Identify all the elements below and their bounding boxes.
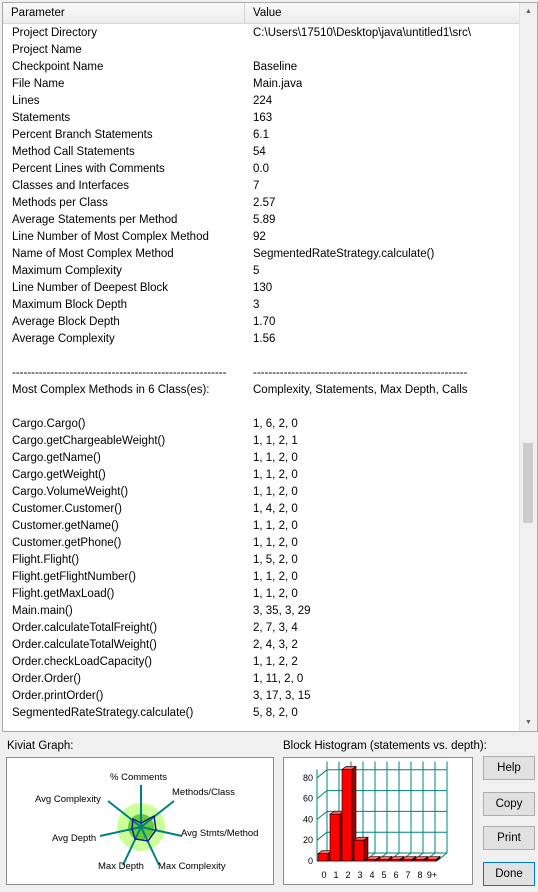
row-parameter: Order.Order() — [12, 673, 82, 685]
row-parameter: Flight.getFlightNumber() — [12, 571, 136, 583]
row-value: 3 — [253, 299, 260, 311]
histogram-bar — [426, 860, 436, 862]
scrollbar-thumb[interactable] — [523, 443, 533, 523]
metric-row[interactable] — [3, 76, 521, 93]
scroll-down-icon[interactable]: ▼ — [525, 719, 532, 726]
row-parameter: Customer.getName() — [12, 520, 119, 532]
kiviat-axis-label: Max Depth — [98, 861, 144, 872]
copy-button[interactable]: Copy — [483, 792, 535, 816]
metric-row[interactable] — [3, 212, 521, 229]
row-parameter: Methods per Class — [12, 197, 108, 209]
histogram-x-label: 8 — [417, 870, 423, 880]
row-parameter: Project Directory — [12, 27, 97, 39]
metric-row[interactable] — [3, 297, 521, 314]
method-row[interactable] — [3, 450, 521, 467]
histogram-x-label: 2 — [345, 870, 351, 880]
method-row[interactable] — [3, 552, 521, 569]
row-value: 7 — [253, 180, 260, 192]
row-value: Main.java — [253, 78, 303, 90]
metric-row[interactable] — [3, 144, 521, 161]
row-value — [245, 42, 253, 59]
histogram-bar — [402, 860, 412, 862]
row-parameter: Cargo.getChargeableWeight() — [12, 435, 166, 447]
metric-row[interactable] — [3, 59, 521, 76]
histogram-svg — [284, 758, 472, 884]
row-parameter: Cargo.getName() — [12, 452, 101, 464]
column-header-parameter[interactable]: Parameter — [3, 3, 245, 23]
row-value: 5, 8, 2, 0 — [253, 707, 298, 719]
histogram-y-tick: 60 — [302, 793, 313, 804]
kiviat-axes — [100, 785, 182, 865]
histogram-gridline — [317, 832, 327, 840]
rows-container — [3, 25, 521, 722]
histogram-bar — [378, 860, 388, 862]
histogram-x-label: 4 — [369, 870, 375, 880]
histogram-y-tick: 20 — [302, 835, 313, 846]
metric-row[interactable] — [3, 127, 521, 144]
row-value: 1, 1, 2, 0 — [253, 571, 298, 583]
row-value: 2, 7, 3, 4 — [253, 622, 298, 634]
done-button[interactable]: Done — [483, 862, 535, 886]
method-row[interactable] — [3, 620, 521, 637]
row-value: C:\Users\17510\Desktop\java\untitled1\src\ — [253, 27, 471, 39]
histogram-x-label: 5 — [381, 870, 387, 880]
histogram-x-label: 3 — [357, 870, 363, 880]
histogram-bar — [414, 860, 424, 862]
kiviat-axis-label: Avg Stmts/Method — [181, 828, 259, 839]
method-row[interactable] — [3, 654, 521, 671]
histogram-gridline — [317, 811, 327, 819]
method-row[interactable] — [3, 705, 521, 722]
row-parameter: Flight.Flight() — [12, 554, 80, 566]
histogram-gridline — [317, 791, 327, 799]
metric-row[interactable] — [3, 110, 521, 127]
histogram-x-label: 9+ — [426, 870, 438, 880]
method-row[interactable] — [3, 569, 521, 586]
method-row[interactable] — [3, 433, 521, 450]
row-parameter: Customer.Customer() — [12, 503, 122, 515]
row-value: 3, 17, 3, 15 — [253, 690, 311, 702]
separator-row[interactable] — [3, 365, 521, 382]
histogram-bar — [390, 860, 400, 862]
row-value: SegmentedRateStrategy.calculate() — [253, 248, 435, 260]
row-parameter: Average Complexity — [12, 333, 115, 345]
metric-row[interactable] — [3, 178, 521, 195]
row-value: 0.0 — [253, 163, 269, 175]
histogram-bar — [330, 814, 340, 861]
row-value: 5 — [253, 265, 260, 277]
kiviat-label: Kiviat Graph: — [7, 740, 74, 752]
row-value: 1, 11, 2, 0 — [253, 673, 304, 685]
row-value: 1, 1, 2, 2 — [253, 656, 298, 668]
row-parameter: Maximum Complexity — [12, 265, 122, 277]
row-value: 1, 1, 2, 0 — [253, 486, 298, 498]
metric-row[interactable] — [3, 93, 521, 110]
row-parameter: Line Number of Deepest Block — [12, 282, 168, 294]
histogram-bar — [366, 860, 376, 862]
row-value: 1, 1, 2, 1 — [253, 435, 298, 447]
method-row[interactable] — [3, 535, 521, 552]
method-row[interactable] — [3, 518, 521, 535]
print-button[interactable]: Print — [483, 826, 535, 850]
metrics-list[interactable] — [2, 2, 538, 732]
methods-header-row[interactable] — [3, 382, 521, 399]
row-value: 1, 1, 2, 0 — [253, 469, 298, 481]
row-parameter: Average Statements per Method — [12, 214, 178, 226]
row-parameter: Checkpoint Name — [12, 61, 104, 73]
method-row[interactable] — [3, 501, 521, 518]
row-parameter: Average Block Depth — [12, 316, 120, 328]
metric-row[interactable] — [3, 229, 521, 246]
help-button[interactable]: Help — [483, 756, 535, 780]
kiviat-axis-label: Methods/Class — [172, 787, 235, 798]
row-parameter: Line Number of Most Complex Method — [12, 231, 209, 243]
row-value: -------------------------------------------------------- — [253, 367, 468, 379]
row-value: 5.89 — [253, 214, 276, 226]
blank-row — [3, 348, 521, 365]
metric-row[interactable] — [3, 331, 521, 348]
row-parameter: Flight.getMaxLoad() — [12, 588, 115, 600]
row-value: 2, 4, 3, 2 — [253, 639, 298, 651]
row-value: 130 — [253, 282, 273, 294]
metric-row[interactable] — [3, 161, 521, 178]
row-parameter: Order.calculateTotalFreight() — [12, 622, 158, 634]
row-parameter: Percent Branch Statements — [12, 129, 153, 141]
method-row[interactable] — [3, 671, 521, 688]
metric-row[interactable] — [3, 280, 521, 297]
row-value: 1, 5, 2, 0 — [253, 554, 298, 566]
row-parameter: Cargo.Cargo() — [12, 418, 86, 430]
metric-row[interactable] — [3, 195, 521, 212]
row-parameter: Main.main() — [12, 605, 73, 617]
row-parameter: Order.calculateTotalWeight() — [12, 639, 157, 651]
histogram-x-label: 7 — [405, 870, 411, 880]
row-parameter: Statements — [12, 112, 71, 124]
row-value: 1.56 — [253, 333, 276, 345]
block-histogram — [283, 757, 473, 885]
histogram-bar — [354, 840, 364, 861]
row-value: 1, 1, 2, 0 — [253, 520, 298, 532]
row-parameter: Percent Lines with Comments — [12, 163, 165, 175]
method-row[interactable] — [3, 603, 521, 620]
histogram-x-label: 6 — [393, 870, 399, 880]
method-row[interactable] — [3, 467, 521, 484]
kiviat-svg — [7, 758, 273, 884]
row-parameter: Project Name — [12, 44, 82, 56]
row-value: 1, 1, 2, 0 — [253, 452, 298, 464]
row-value: 163 — [253, 112, 273, 124]
method-row[interactable] — [3, 637, 521, 654]
kiviat-graph — [6, 757, 274, 885]
histogram-gridline — [317, 770, 327, 778]
row-parameter: Method Call Statements — [12, 146, 135, 158]
row-parameter: Most Complex Methods in 6 Class(es): — [12, 384, 210, 396]
row-parameter: Classes and Interfaces — [12, 180, 129, 192]
row-value: 1, 6, 2, 0 — [253, 418, 298, 430]
kiviat-axis-label: Avg Depth — [52, 833, 97, 844]
row-parameter: Customer.getPhone() — [12, 537, 122, 549]
row-parameter: Order.checkLoadCapacity() — [12, 656, 152, 668]
row-parameter: Order.printOrder() — [12, 690, 104, 702]
metric-row[interactable] — [3, 314, 521, 331]
vertical-scrollbar[interactable] — [519, 3, 537, 731]
row-value: 1, 1, 2, 0 — [253, 588, 298, 600]
metric-row[interactable] — [3, 263, 521, 280]
row-value: 3, 35, 3, 29 — [253, 605, 311, 617]
kiviat-axis-label: % Comments — [110, 772, 168, 783]
row-parameter: File Name — [12, 78, 65, 90]
metric-row[interactable] — [3, 42, 521, 59]
row-value: Complexity, Statements, Max Depth, Calls — [253, 384, 468, 396]
row-value: Baseline — [253, 61, 298, 73]
row-value: 224 — [253, 95, 273, 107]
row-value: 2.57 — [253, 197, 276, 209]
metric-row[interactable] — [3, 246, 521, 263]
row-parameter: Maximum Block Depth — [12, 299, 128, 311]
row-parameter: Cargo.VolumeWeight() — [12, 486, 129, 498]
kiviat-axis-label: Avg Complexity — [35, 794, 101, 805]
row-value: 1, 4, 2, 0 — [253, 503, 298, 515]
histogram-bar — [318, 854, 328, 861]
histogram-y-tick: 80 — [302, 772, 313, 783]
histogram-bar-side — [364, 837, 368, 861]
scroll-up-icon[interactable]: ▲ — [525, 8, 532, 15]
method-row[interactable] — [3, 688, 521, 705]
histogram-x-label: 0 — [321, 870, 327, 880]
histogram-label: Block Histogram (statements vs. depth): — [283, 740, 487, 752]
row-value: 92 — [253, 231, 266, 243]
histogram-x-label: 1 — [333, 870, 339, 880]
blank-row — [3, 399, 521, 416]
row-value: 54 — [253, 146, 266, 158]
row-value: 6.1 — [253, 129, 269, 141]
method-row[interactable] — [3, 586, 521, 603]
method-row[interactable] — [3, 484, 521, 501]
histogram-y-tick: 0 — [307, 856, 313, 866]
row-parameter: SegmentedRateStrategy.calculate() — [12, 707, 194, 719]
row-parameter: Name of Most Complex Method — [12, 248, 174, 260]
row-value: 1, 1, 2, 0 — [253, 537, 298, 549]
metric-row[interactable] — [3, 25, 521, 42]
histogram-y-tick: 40 — [302, 814, 313, 825]
row-parameter: Lines — [12, 95, 40, 107]
row-value: 1.70 — [253, 316, 276, 328]
column-header — [3, 3, 537, 24]
histogram-bar — [342, 769, 352, 861]
row-parameter: -------------------------------------------------------- — [12, 367, 227, 379]
row-parameter: Cargo.getWeight() — [12, 469, 106, 481]
column-header-value[interactable]: Value — [245, 3, 523, 23]
method-row[interactable] — [3, 416, 521, 433]
kiviat-axis-label: Max Complexity — [158, 861, 226, 872]
